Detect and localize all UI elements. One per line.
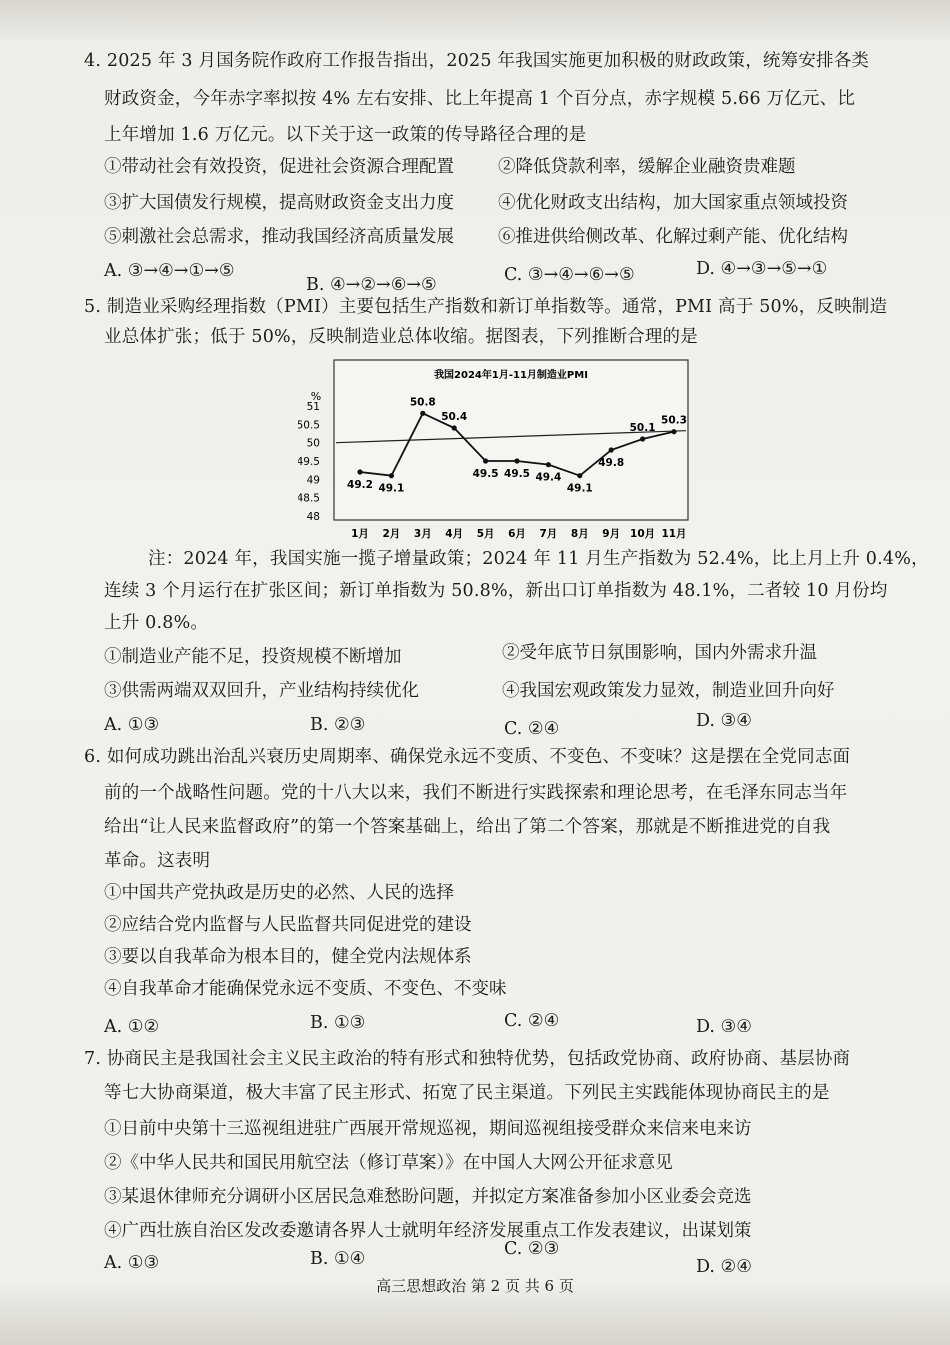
y-tick-label: 48.5: [298, 492, 320, 505]
pmi-data-point: [609, 447, 614, 452]
q5-answer-a: A. ①③: [104, 715, 160, 735]
chart-title: 我国2024年1月-11月制造业PMI: [434, 370, 588, 381]
q5-option-4: ④我国宏观政策发力显效，制造业回升向好: [502, 681, 835, 701]
pmi-data-point: [671, 429, 676, 434]
q4-stem-line-2: 财政资金，今年赤字率拟按 4% 左右安排、比上年提高 1 个百分点，赤字规模 5.66 万亿元、比: [104, 89, 856, 109]
y-tick-label: 51: [306, 401, 320, 413]
pmi-data-point: [452, 425, 457, 430]
pmi-data-label: 50.3: [661, 414, 687, 427]
pmi-data-point: [483, 458, 488, 463]
q4-option-4: ④优化财政支出结构，加大国家重点领域投资: [498, 193, 848, 213]
q7-stem-line-2: 等七大协商渠道，极大丰富了民主形式、拓宽了民主渠道。下列民主实践能体现协商民主的是: [104, 1083, 830, 1103]
chart-frame: [334, 360, 688, 520]
q5-option-3: ③供需两端双双回升，产业结构持续优化: [104, 681, 419, 701]
q7-option-2: ②《中华人民共和国民用航空法（修订草案）》在中国人大网公开征求意见: [104, 1153, 673, 1173]
pmi-data-label: 49.4: [535, 471, 562, 484]
x-tick-label: 11月: [661, 528, 687, 540]
q6-option-1: ①中国共产党执政是历史的必然、人民的选择: [104, 883, 454, 903]
pmi-data-label: 49.1: [566, 482, 593, 495]
pmi-data-point: [357, 469, 362, 474]
q4-stem-line-3: 上年增加 1.6 万亿元。以下关于这一政策的传导路径合理的是: [104, 125, 587, 145]
x-tick-label: 1月: [351, 528, 369, 540]
q6-answer-c: C. ②④: [504, 1011, 560, 1031]
q5-answer-d: D. ③④: [696, 711, 752, 731]
y-tick-label: 50.5: [298, 419, 320, 432]
pmi-chart: [298, 342, 698, 542]
pmi-data-label: 49.1: [378, 482, 405, 495]
x-tick-label: 6月: [508, 528, 526, 540]
q4-answer-b: B. ④→②→⑥→⑤: [306, 275, 437, 295]
pmi-data-label: 49.5: [504, 468, 530, 480]
q6-stem-line-2: 前的一个战略性问题。党的十八大以来，我们不断进行实践探索和理论思考，在毛泽东同志当年: [104, 783, 848, 803]
q6-option-4: ④自我革命才能确保党永远不变质、不变色、不变味: [104, 979, 507, 999]
x-tick-label: 4月: [445, 528, 464, 540]
x-tick-label: 10月: [630, 528, 656, 540]
y-tick-label: 49: [306, 474, 320, 487]
q4-option-3: ③扩大国债发行规模，提高财政资金支出力度: [104, 193, 454, 213]
pmi-data-point: [546, 462, 551, 467]
q4-stem-line-1: 4. 2025 年 3 月国务院作政府工作报告指出，2025 年我国实施更加积极的财政政策，统筹安排各类: [84, 51, 870, 71]
x-tick-label: 2月: [382, 528, 401, 540]
pmi-data-point: [577, 473, 582, 478]
pmi-data-label: 50.4: [441, 411, 468, 423]
x-tick-label: 5月: [476, 528, 495, 540]
q6-stem-line-1: 6. 如何成功跳出治乱兴衰历史周期率、确保党永远不变质、不变色、不变味？这是摆在全党同志面: [84, 747, 851, 767]
pmi-data-point: [514, 458, 519, 463]
q7-option-4: ④广西壮族自治区发改委邀请各界人士就明年经济发展重点工作发表建议，出谋划策: [104, 1221, 752, 1241]
q6-stem-line-3: 给出“让人民来监督政府”的第一个答案基础上，给出了第二个答案，那就是不断推进党的自我: [104, 817, 831, 837]
q7-answer-c: C. ②③: [504, 1239, 560, 1259]
q5-stem-line-1: 5. 制造业采购经理指数（PMI）主要包括生产指数和新订单指数等。通常，PMI 高于 50%，反映制造: [84, 297, 888, 317]
q6-answer-d: D. ③④: [696, 1017, 752, 1037]
q4-answer-c: C. ③→④→⑥→⑤: [504, 265, 635, 285]
q7-answer-a: A. ①③: [104, 1253, 160, 1273]
y-axis-unit: %: [310, 390, 322, 403]
q4-option-2: ②降低贷款利率，缓解企业融资贵难题: [498, 157, 796, 177]
q5-note-line-1: 注：2024 年，我国实施一揽子增量政策；2024 年 11 月生产指数为 52.4%，比上月上升 0.4%，: [148, 549, 929, 569]
pmi-data-point: [420, 411, 425, 416]
q4-answer-a: A. ③→④→①→⑤: [104, 261, 235, 281]
pmi-data-label: 49.8: [598, 457, 625, 469]
x-tick-label: 9月: [602, 528, 621, 540]
q6-answer-b: B. ①③: [310, 1013, 366, 1033]
x-tick-label: 3月: [413, 528, 432, 540]
x-tick-label: 7月: [539, 528, 558, 540]
pmi-data-point: [640, 436, 645, 441]
q5-option-1: ①制造业产能不足，投资规模不断增加: [104, 647, 402, 667]
q6-option-2: ②应结合党内监督与人民监督共同促进党的建设: [104, 915, 472, 935]
q5-option-2: ②受年底节日氛围影响，国内外需求升温: [502, 643, 817, 663]
q5-note-line-2: 连续 3 个月运行在扩张区间；新订单指数为 50.8%，新出口订单指数为 48.1%，二者较 10 月份均: [104, 581, 888, 601]
q6-stem-line-4: 革命。这表明: [104, 851, 211, 871]
q5-answer-b: B. ②③: [310, 715, 366, 735]
q6-option-3: ③要以自我革命为根本目的，健全党内法规体系: [104, 947, 472, 967]
q7-answer-d: D. ②④: [696, 1257, 752, 1277]
page-footer: 高三思想政治 第 2 页 共 6 页: [376, 1277, 574, 1295]
q5-answer-c: C. ②④: [504, 719, 560, 739]
pmi-data-point: [389, 473, 394, 478]
pmi-data-label: 49.2: [347, 479, 373, 491]
q7-option-1: ①日前中央第十三巡视组进驻广西展开常规巡视，期间巡视组接受群众来信来电来访: [104, 1119, 752, 1139]
pmi-data-label: 50.1: [629, 422, 656, 434]
paper-top-edge: [0, 0, 950, 40]
y-tick-label: 49.5: [298, 456, 320, 468]
q7-answer-b: B. ①④: [310, 1249, 366, 1269]
q5-stem-line-2: 业总体扩张；低于 50%，反映制造业总体收缩。据图表，下列推断合理的是: [104, 327, 698, 347]
pmi-data-label: 49.5: [472, 468, 499, 480]
q4-option-1: ①带动社会有效投资，促进社会资源合理配置: [104, 157, 454, 177]
pmi-data-label: 50.8: [409, 396, 436, 409]
q4-option-5: ⑤刺激社会总需求，推动我国经济高质量发展: [104, 227, 454, 247]
q7-stem-line-1: 7. 协商民主是我国社会主义民主政治的特有形式和独特优势，包括政党协商、政府协商、基层协商: [84, 1049, 851, 1069]
y-tick-label: 48: [306, 511, 320, 523]
q6-answer-a: A. ①②: [104, 1017, 160, 1037]
pmi-chart-svg: [298, 342, 698, 542]
q4-answer-d: D. ④→③→⑤→①: [696, 259, 828, 279]
q7-option-3: ③某退休律师充分调研小区居民急难愁盼问题，并拟定方案准备参加小区业委会竞选: [104, 1187, 752, 1207]
q5-note-line-3: 上升 0.8%。: [104, 613, 209, 633]
q4-option-6: ⑥推进供给侧改革、化解过剩产能、优化结构: [498, 227, 848, 247]
x-tick-label: 8月: [570, 528, 589, 540]
y-tick-label: 50: [306, 437, 320, 450]
